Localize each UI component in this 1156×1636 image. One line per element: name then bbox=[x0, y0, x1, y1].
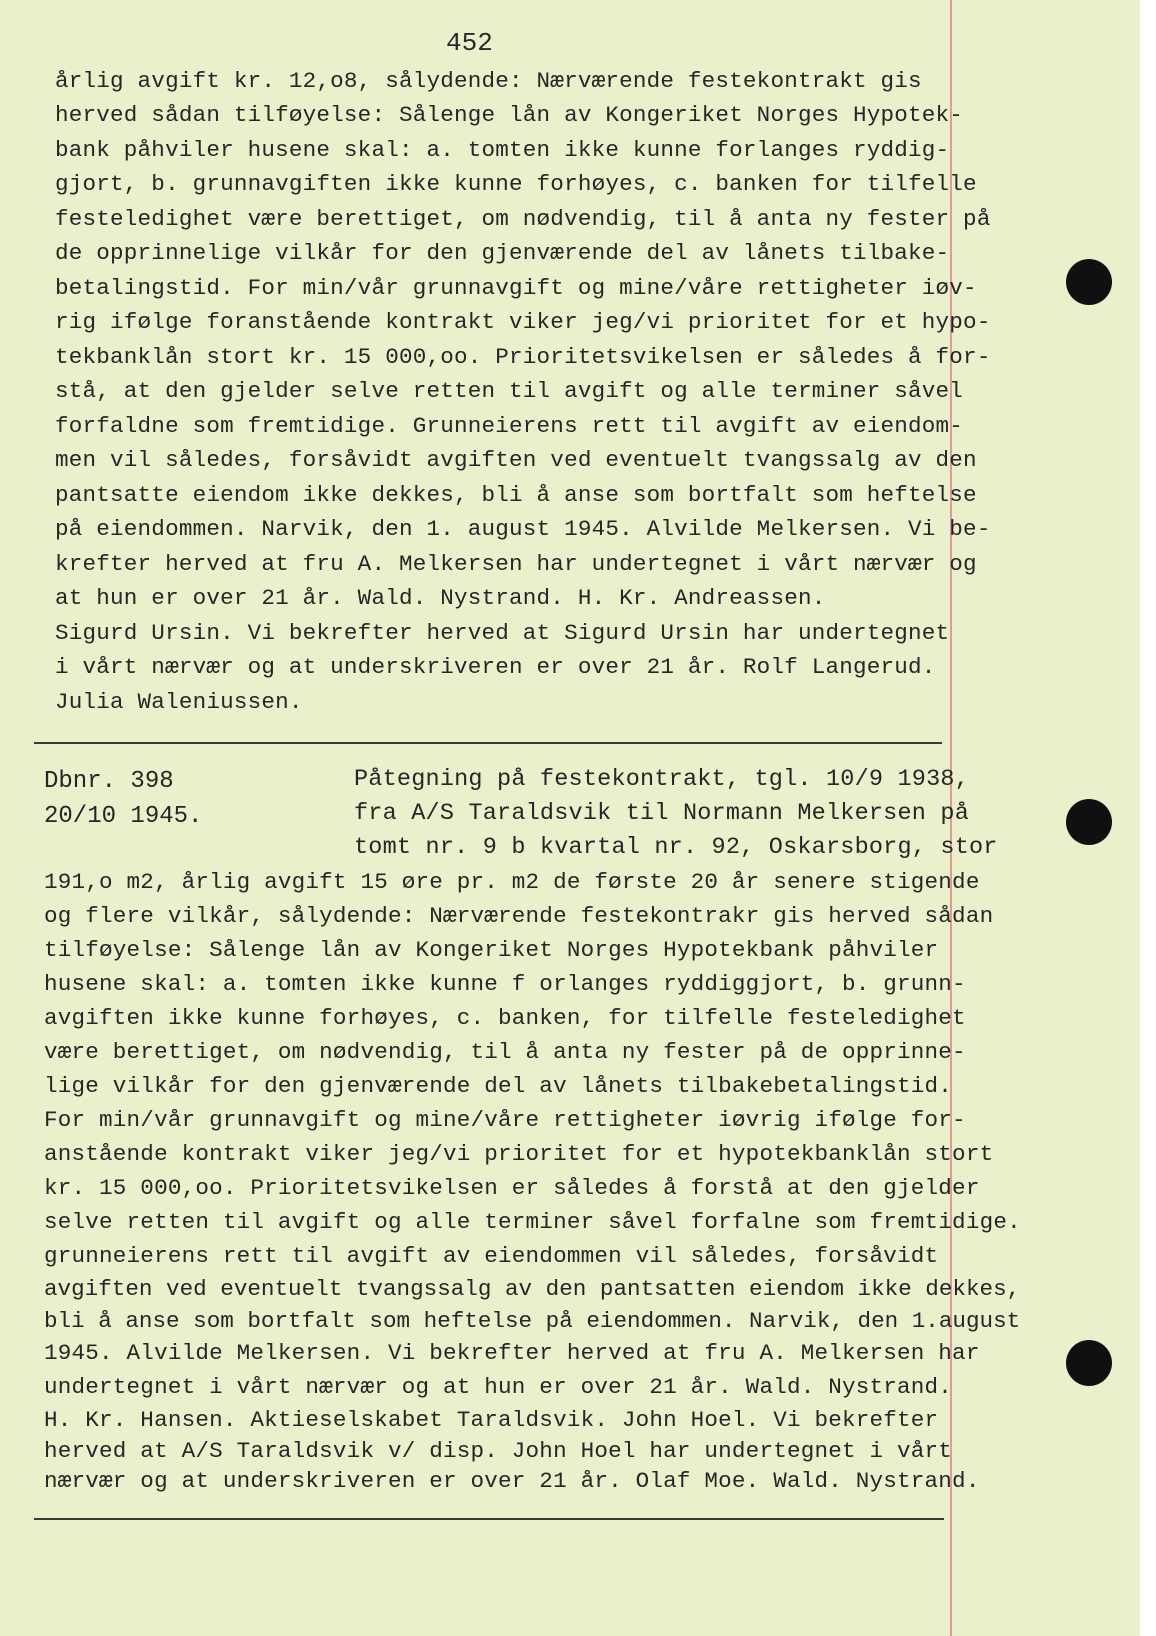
text-line: herved sådan tilføyelse: Sålenge lån av Kongeriket Norges Hypotek- bbox=[55, 102, 964, 128]
text-line: H. Kr. Hansen. Aktieselskabet Taraldsvik. John Hoel. Vi bekrefter bbox=[44, 1407, 939, 1433]
text-line: i vårt nærvær og at underskriveren er over 21 år. Rolf Langerud. bbox=[55, 654, 936, 680]
heading-line: tomt nr. 9 b kvartal nr. 92, Oskarsborg, stor bbox=[354, 834, 998, 861]
text-line: nærvær og at underskriveren er over 21 år. Olaf Moe. Wald. Nystrand. bbox=[44, 1468, 980, 1494]
document-number: Dbnr. 398 bbox=[44, 768, 174, 795]
text-line: forfaldne som fremtidige. Grunneierens rett til avgift av eiendom- bbox=[55, 413, 964, 439]
text-line: Sigurd Ursin. Vi bekrefter herved at Sigurd Ursin har undertegnet bbox=[55, 620, 950, 646]
text-line: være berettiget, om nødvendig, til å anta ny fester på de opprinne- bbox=[44, 1039, 966, 1065]
entry-divider bbox=[34, 742, 942, 744]
text-line: gjort, b. grunnavgiften ikke kunne forhøyes, c. banken for tilfelle bbox=[55, 171, 977, 197]
text-line: husene skal: a. tomten ikke kunne f orlanges ryddiggjort, b. grunn- bbox=[44, 971, 966, 997]
text-line: tilføyelse: Sålenge lån av Kongeriket Norges Hypotekbank påhviler bbox=[44, 937, 939, 963]
heading-line: Påtegning på festekontrakt, tgl. 10/9 1938, bbox=[354, 766, 969, 793]
text-line: avgiften ikke kunne forhøyes, c. banken, for tilfelle festeledighet bbox=[44, 1005, 966, 1031]
page-number: 452 bbox=[446, 28, 493, 58]
text-line: herved at A/S Taraldsvik v/ disp. John Hoel har undertegnet i vårt bbox=[44, 1438, 953, 1464]
text-line: rig ifølge foranstående kontrakt viker jeg/vi prioritet for et hypo- bbox=[55, 309, 991, 335]
text-line: Julia Waleniussen. bbox=[55, 689, 303, 715]
text-line: men vil således, forsåvidt avgiften ved eventuelt tvangssalg av den bbox=[55, 447, 977, 473]
text-line: festeledighet være berettiget, om nødvendig, til å anta ny fester på bbox=[55, 206, 991, 232]
text-line: årlig avgift kr. 12,o8, sålydende: Nærværende festekontrakt gis bbox=[55, 68, 922, 94]
text-line: avgiften ved eventuelt tvangssalg av den pantsatten eiendom ikke dekkes, bbox=[44, 1276, 1021, 1302]
text-line: 191,o m2, årlig avgift 15 øre pr. m2 de første 20 år senere stigende bbox=[44, 869, 980, 895]
bottom-rule bbox=[34, 1518, 944, 1520]
punch-hole bbox=[1066, 259, 1112, 305]
text-line: stå, at den gjelder selve retten til avgift og alle terminer såvel bbox=[55, 378, 964, 404]
text-line: tekbanklån stort kr. 15 000,oo. Prioritetsvikelsen er således å for- bbox=[55, 344, 991, 370]
text-line: undertegnet i vårt nærvær og at hun er over 21 år. Wald. Nystrand. bbox=[44, 1374, 953, 1400]
text-line: krefter herved at fru A. Melkersen har undertegnet i vårt nærvær og bbox=[55, 551, 977, 577]
text-line: selve retten til avgift og alle terminer såvel forfalne som fremtidige. bbox=[44, 1209, 1021, 1235]
text-line: pantsatte eiendom ikke dekkes, bli å anse som bortfalt som heftelse bbox=[55, 482, 977, 508]
text-line: at hun er over 21 år. Wald. Nystrand. H. Kr. Andreassen. bbox=[55, 585, 826, 611]
punch-hole bbox=[1066, 799, 1112, 845]
text-line: på eiendommen. Narvik, den 1. august 1945. Alvilde Melkersen. Vi be- bbox=[55, 516, 991, 542]
text-line: anstående kontrakt viker jeg/vi prioritet for et hypotekbanklån stort bbox=[44, 1141, 994, 1167]
text-line: kr. 15 000,oo. Prioritetsvikelsen er således å forstå at den gjelder bbox=[44, 1175, 980, 1201]
text-line: betalingstid. For min/vår grunnavgift og mine/våre rettigheter iøv- bbox=[55, 275, 977, 301]
text-line: de opprinnelige vilkår for den gjenværende del av lånets tilbake- bbox=[55, 240, 950, 266]
text-line: For min/vår grunnavgift og mine/våre rettigheter iøvrig ifølge for- bbox=[44, 1107, 966, 1133]
text-line: og flere vilkår, sålydende: Nærværende festekontrakr gis herved sådan bbox=[44, 903, 994, 929]
heading-line: fra A/S Taraldsvik til Normann Melkersen på bbox=[354, 800, 969, 827]
text-line: 1945. Alvilde Melkersen. Vi bekrefter herved at fru A. Melkersen har bbox=[44, 1340, 980, 1366]
text-line: bli å anse som bortfalt som heftelse på eiendommen. Narvik, den 1.august bbox=[44, 1308, 1021, 1334]
punch-hole bbox=[1066, 1340, 1112, 1386]
text-line: bank påhviler husene skal: a. tomten ikke kunne forlanges ryddig- bbox=[55, 137, 950, 163]
entry-date: 20/10 1945. bbox=[44, 803, 203, 830]
text-line: grunneierens rett til avgift av eiendommen vil således, forsåvidt bbox=[44, 1243, 939, 1269]
text-line: lige vilkår for den gjenværende del av lånets tilbakebetalingstid. bbox=[44, 1073, 953, 1099]
